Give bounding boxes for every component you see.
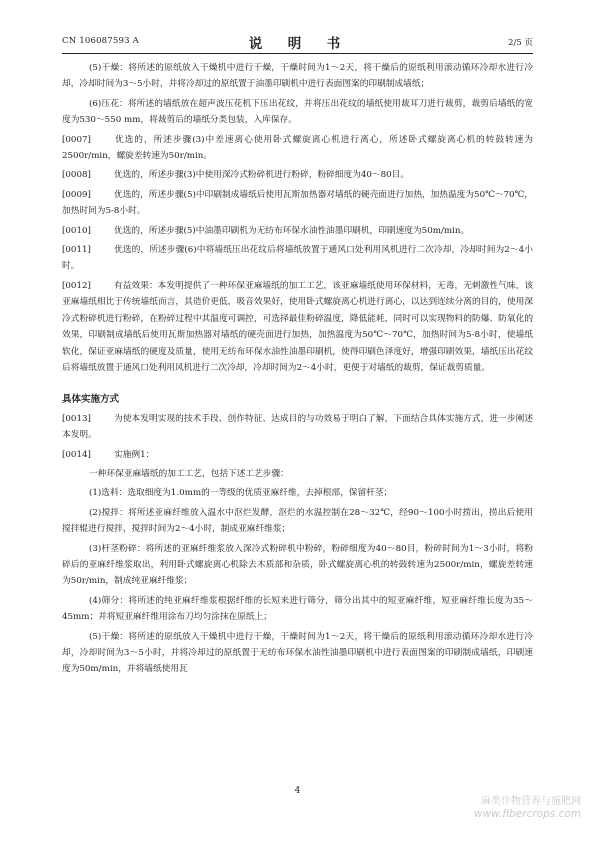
paragraph-0012 <box>62 278 533 376</box>
paragraph-0014 <box>62 447 533 463</box>
header-rule <box>62 53 533 54</box>
document-title: 说 明 书 <box>248 36 347 52</box>
process-intro: 一种环保亚麻墙纸的加工工艺，包括下述工艺步骤： <box>89 468 289 479</box>
document-body <box>62 60 533 681</box>
paragraph-0009 <box>62 187 533 220</box>
paragraph-text: 优选的，所述步骤(5)中油墨印刷机为无纺布环保水油性油墨印刷机，印刷速度为50m/min。 <box>114 225 470 236</box>
paragraph-number: [0012] <box>62 280 91 291</box>
step-4-screening: (4)筛分：将所述的纯亚麻纤维浆根据纤维的长短来进行筛分，筛分出其中的短亚麻纤维，短亚麻纤维长度为35～45mm；并将短亚麻纤维用涂布刀均匀涂抹在原纸上； <box>62 595 533 623</box>
page-indicator: 2/5 页 <box>508 38 533 48</box>
step-1-selection: (1)选料：选取细度为1.0mm的一等级的优质亚麻纤维，去掉根部，保留杆茎； <box>89 488 393 499</box>
step-5-drying-example: (5)干燥：将所述的原纸放入干燥机中进行干燥，干燥时间为1～2天，将干燥后的原纸利用滚动循环冷却水进行冷却，冷却时间为3～5小时，并将冷却过的原纸置于无纺布环保水油性油墨印刷机中进行表面图案的印刷制成墙纸，印刷速度为50m/min，并将墙纸使用瓦 <box>62 631 533 675</box>
paragraph-text: 实施例1： <box>114 449 155 460</box>
paragraph-number: [0009] <box>62 189 91 200</box>
paragraph-number: [0007] <box>62 134 91 145</box>
paragraph-text: 优选的，所述步骤(3)中差速离心使用卧式螺旋离心机进行离心，所述卧式螺旋离心机的转鼓转速为2500r/min，螺旋差转速为50r/min。 <box>62 134 533 162</box>
patent-number: CN 106087593 A <box>62 36 139 46</box>
paragraph-0010 <box>62 223 533 239</box>
paragraph-text: 优选的，所述步骤(3)中使用深冷式粉碎机进行粉碎，粉碎细度为40～80目。 <box>114 170 410 181</box>
page-header <box>62 32 533 52</box>
paragraph-text: 优选的，所述步骤(6)中将墙纸压出花纹后将墙纸放置于通风口处利用风机进行二次冷却，冷却时间为2～4小时。 <box>62 245 533 272</box>
paragraph-number: [0011] <box>62 245 91 256</box>
paragraph-0007 <box>62 132 533 165</box>
watermark-url: www.fibercrops.com <box>473 808 581 820</box>
paragraph-text: 有益效果：本发明提供了一种环保亚麻墙纸的加工工艺，该亚麻墙纸使用环保材料，无毒，无刺激性气味，该亚麻墙纸相比于传统墙纸而言，其造价更低，吸音效果好，使用卧式螺旋离心机进行离心，以达到连续分离的目的，使用深冷式粉碎机进行粉碎，在粉碎过程中其温度可调控，可选择最佳粉碎温度，降低能耗，同时可以实现物料的防爆、防氧化的效果，印刷制成墙纸后使用瓦斯加热器对墙纸的硬壳面进行加热，加热温度为50℃～70℃，加热时间为5-8小时，使墙纸软化，保证亚麻墙纸的硬度及质量，使用无纺布环保水油性油墨印刷机，使得印刷色泽度好，增强印刷效果，墙纸压出花纹后将墙纸放置于通风口处利用风机进行二次冷却，冷却时间为2～4小时，更便于对墙纸的裁剪，保证裁剪质量。 <box>62 280 533 373</box>
paragraph-number: [0013] <box>62 413 91 424</box>
paragraph-0008 <box>62 167 533 183</box>
watermark <box>474 796 581 820</box>
paragraph-0013 <box>62 411 533 444</box>
step-2-stirring: (2)搅拌：将所述亚麻纤维放入温水中沤烂发酵，沤烂的水温控制在28～32℃，经90～100小时捞出，捞出后使用搅拌辊进行搅拌，搅拌时间为2～4小时，制成亚麻纤维浆； <box>62 507 533 535</box>
step-6-embossing: (6)压花：将所述的墙纸放在超声波压花机下压出花纹，并将压出花纹的墙纸使用裁耳刀进行裁剪，裁剪后墙纸的宽度为530～550 mm，将裁剪后的墙纸分类包装，入库保存。 <box>62 98 533 126</box>
paragraph-text: 优选的，所述步骤(5)中印刷制成墙纸后使用瓦斯加热器对墙纸的硬壳面进行加热，加热温度为50℃～70℃，加热时间为5-8小时。 <box>62 189 533 217</box>
step-5-drying: (5)干燥：将所述的原纸放入干燥机中进行干燥，干燥时间为1～2天，将干燥后的原纸利用滚动循环冷却水进行冷却，冷却时间为3～5小时，并将冷却过的原纸置于油墨印刷机中进行表面图案的印刷制成墙纸； <box>62 63 533 90</box>
page-number: 4 <box>294 786 301 796</box>
watermark-site-name: 麻类作物营养与施肥网 <box>481 796 581 807</box>
step-3-crushing: (3)杆茎粉碎：将所述的亚麻纤维浆放入深冷式粉碎机中粉碎，粉碎细度为40～80目，粉碎时间为1～3小时，将粉碎后的亚麻纤维浆取出，利用卧式螺旋离心机除去木质部和杂质，卧式螺旋离心机的转鼓转速为2500r/min，螺旋差转速为50r/min，制成纯亚麻纤维浆； <box>62 543 533 587</box>
paragraph-0011 <box>62 242 533 275</box>
paragraph-number: [0008] <box>62 170 91 181</box>
section-heading: 具体实施方式 <box>62 394 120 406</box>
paragraph-number: [0014] <box>62 449 91 460</box>
paragraph-text: 为使本发明实现的技术手段、创作特征、达成目的与功效易于明白了解，下面结合具体实施方式，进一步阐述本发明。 <box>62 413 533 441</box>
paragraph-number: [0010] <box>62 225 91 236</box>
